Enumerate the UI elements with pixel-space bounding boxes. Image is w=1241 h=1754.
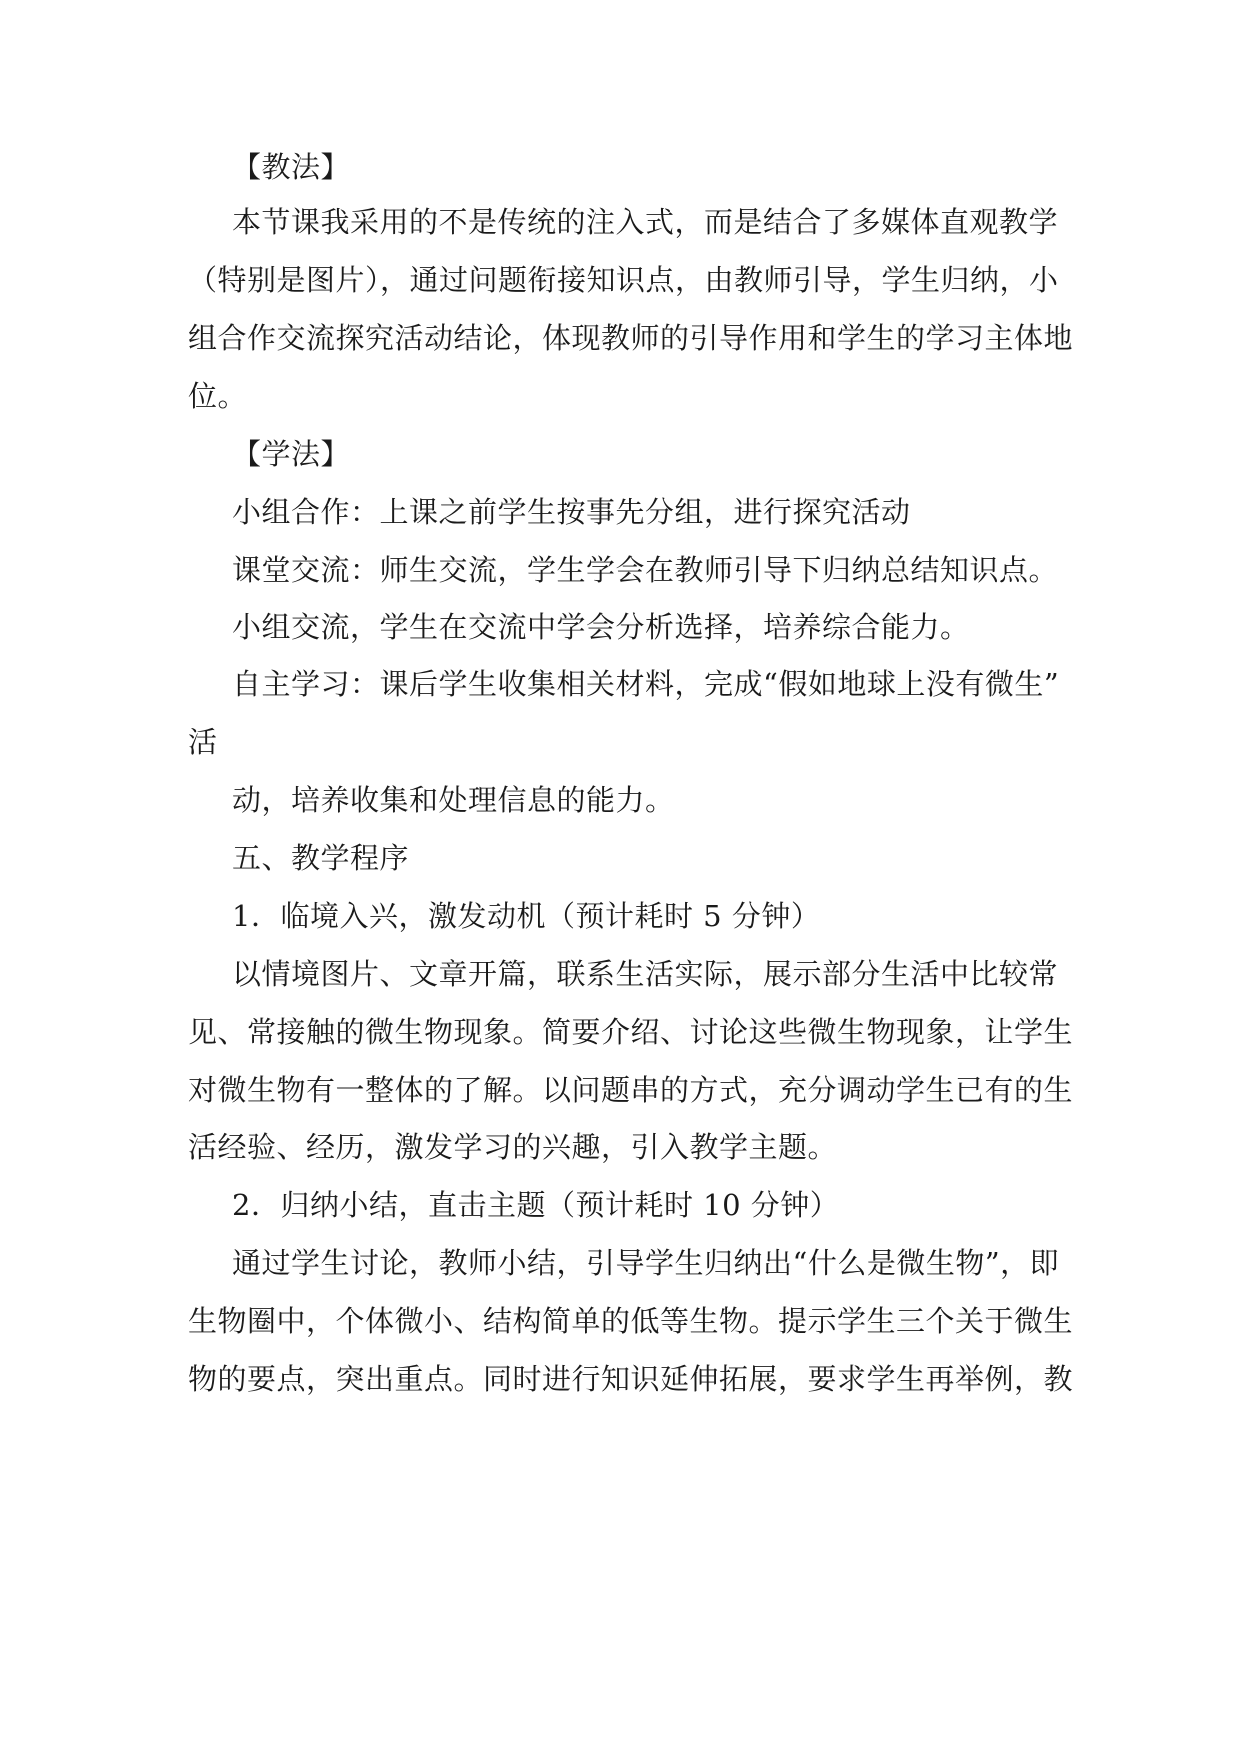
paragraph-line: 小组交流，学生在交流中学会分析选择，培养综合能力。 <box>232 610 970 644</box>
paragraph-line: 小组合作：上课之前学生按事先分组，进行探究活动 <box>232 495 911 529</box>
paragraph-line: 课堂交流：师生交流，学生学会在教师引导下归纳总结知识点。 <box>232 553 1059 587</box>
paragraph-line: 物的要点，突出重点。同时进行知识延伸拓展，要求学生再举例，教 <box>188 1362 1074 1396</box>
section-heading-teaching-procedure: 五、教学程序 <box>232 841 410 875</box>
heading-teaching-method: 【教法】 <box>232 150 351 184</box>
paragraph-line: 通过学生讨论，教师小结，引导学生归纳出“什么是微生物”，即 <box>232 1246 1060 1280</box>
subsection-heading: 1．临境入兴，激发动机（预计耗时 5 分钟） <box>232 899 821 933</box>
paragraph-line: 生物圈中，个体微小、结构简单的低等生物。提示学生三个关于微生 <box>188 1304 1074 1338</box>
paragraph-line: （特别是图片），通过问题衔接知识点，由教师引导，学生归纳，小 <box>188 263 1059 297</box>
paragraph-line: 自主学习：课后学生收集相关材料，完成“假如地球上没有微生” <box>232 667 1060 701</box>
paragraph-line: 组合作交流探究活动结论，体现教师的引导作用和学生的学习主体地 <box>188 321 1074 355</box>
paragraph-line: 位。 <box>188 379 248 413</box>
paragraph-line: 活 <box>188 725 218 759</box>
subsection-heading: 2．归纳小结，直击主题（预计耗时 10 分钟） <box>232 1188 840 1222</box>
paragraph-line: 见、常接触的微生物现象。简要介绍、讨论这些微生物现象，让学生 <box>188 1015 1074 1049</box>
paragraph-line: 本节课我采用的不是传统的注入式，而是结合了多媒体直观教学 <box>232 205 1059 239</box>
paragraph-line: 以情境图片、文章开篇，联系生活实际，展示部分生活中比较常 <box>232 957 1059 991</box>
heading-learning-method: 【学法】 <box>232 437 351 471</box>
paragraph-line: 动，培养收集和处理信息的能力。 <box>232 783 675 817</box>
paragraph-line: 对微生物有一整体的了解。以问题串的方式，充分调动学生已有的生 <box>188 1073 1074 1107</box>
paragraph-line: 活经验、经历，激发学习的兴趣，引入教学主题。 <box>188 1130 838 1164</box>
